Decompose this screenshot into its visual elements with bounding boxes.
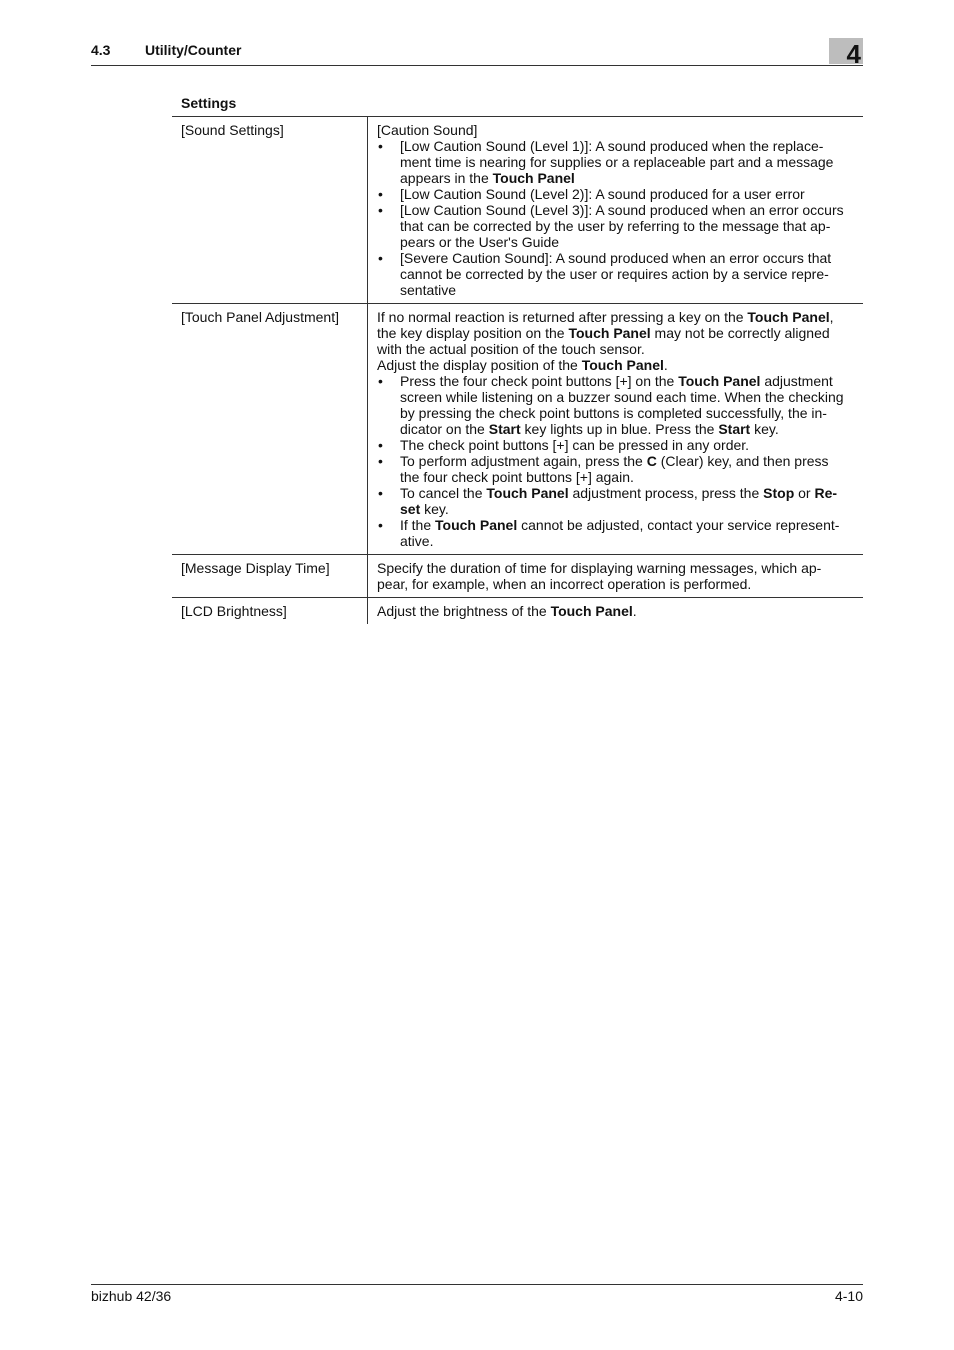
page-header [91, 39, 863, 69]
text-run: , the key display position on the [377, 309, 834, 341]
text-run: [Severe Caution Sound]: A sound produced when an error occurs that cannot be corrected by the user or requires action by a service repre-sentative [400, 250, 832, 298]
bullet-list [377, 373, 851, 549]
description-paragraph [377, 309, 851, 357]
section-number: 4.3 [91, 42, 111, 58]
text-run: The check point buttons [+] can be pressed in any order. [400, 437, 750, 453]
text-run: or [794, 485, 815, 501]
chapter-number-badge: 4 [829, 38, 863, 64]
bullet-item [377, 138, 851, 186]
text-run: [Low Caution Sound (Level 3)]: A sound produced when an error occurs that can be corrected by the user by referring to the message that ap-pears or the User's Guide [400, 202, 844, 250]
table-row [172, 304, 863, 555]
bold-term: Touch Panel [747, 309, 830, 325]
bold-term: Touch Panel [550, 603, 633, 619]
setting-description [368, 555, 864, 598]
text-run: may not be correctly aligned with the actual position of the touch sensor. [377, 325, 830, 357]
description-paragraph [377, 603, 851, 619]
text-run: Adjust the display position of the [377, 357, 582, 373]
page-footer [91, 1284, 863, 1304]
text-run: Adjust the brightness of the [377, 603, 551, 619]
bold-term: Touch Panel [486, 485, 569, 501]
text-run: If no normal reaction is returned after pressing a key on the [377, 309, 748, 325]
text-run: [Low Caution Sound (Level 1)]: A sound produced when the replace-ment time is nearing for supplies or a replaceable part and a message appears in the [400, 138, 834, 186]
text-run: . [632, 603, 637, 619]
bullet-item [377, 453, 851, 485]
text-run: . [663, 357, 668, 373]
text-run: To perform adjustment again, press the [400, 453, 647, 469]
bold-term: Touch Panel [435, 517, 518, 533]
text-run: Specify the duration of time for displaying warning messages, which ap-pear, for example, when an incorrect operation is performed. [377, 560, 822, 592]
bold-term: Start [718, 421, 751, 437]
text-run: key lights up in blue. Press the [520, 421, 719, 437]
product-name: bizhub 42/36 [91, 1288, 172, 1304]
bullet-item [377, 437, 851, 453]
text-run: (Clear) key, and then press the four check point buttons [+] again. [400, 453, 829, 485]
description-paragraph [377, 560, 851, 592]
text-run: If the [400, 517, 436, 533]
text-run: Press the four check point buttons [+] on the [400, 373, 679, 389]
section-title: Utility/Counter [145, 42, 242, 58]
text-run: adjustment process, press the [568, 485, 764, 501]
setting-description [368, 598, 864, 625]
setting-name: [Touch Panel Adjustment] [172, 304, 368, 555]
bold-term: Touch Panel [581, 357, 664, 373]
setting-description [368, 117, 864, 304]
text-run: key. [750, 421, 779, 437]
table-row [172, 555, 863, 598]
table-row [172, 117, 863, 304]
table-caption: Settings [181, 95, 237, 111]
setting-description [368, 304, 864, 555]
setting-name: [Sound Settings] [172, 117, 368, 304]
description-paragraph [377, 357, 851, 373]
text-run: key. [420, 501, 449, 517]
bold-term: Re-set [400, 485, 838, 517]
description-intro: [Caution Sound] [377, 122, 478, 138]
setting-name: [Message Display Time] [172, 555, 368, 598]
bullet-item [377, 250, 851, 298]
table-row [172, 598, 863, 625]
page-number: 4-10 [834, 1288, 863, 1304]
bullet-item [377, 517, 851, 549]
bullet-item [377, 373, 851, 437]
setting-name: [LCD Brightness] [172, 598, 368, 625]
settings-table [172, 116, 863, 624]
bold-term: Touch Panel [492, 170, 575, 186]
bullet-item [377, 186, 851, 202]
bold-term: Touch Panel [568, 325, 651, 341]
bullet-item [377, 202, 851, 250]
bold-term: C [646, 453, 657, 469]
text-run: [Low Caution Sound (Level 2)]: A sound produced for a user error [400, 186, 805, 202]
bold-term: Start [488, 421, 521, 437]
bold-term: Touch Panel [678, 373, 761, 389]
text-run: To cancel the [400, 485, 487, 501]
text-run: adjustment screen while listening on a buzzer sound each time. When the checking by pressing the check point buttons is completed successfully, the in-dicator on the [400, 373, 844, 437]
text-run: cannot be adjusted, contact your service represent-ative. [400, 517, 840, 549]
bullet-list [377, 138, 851, 298]
bold-term: Stop [763, 485, 795, 501]
bullet-item [377, 485, 851, 517]
